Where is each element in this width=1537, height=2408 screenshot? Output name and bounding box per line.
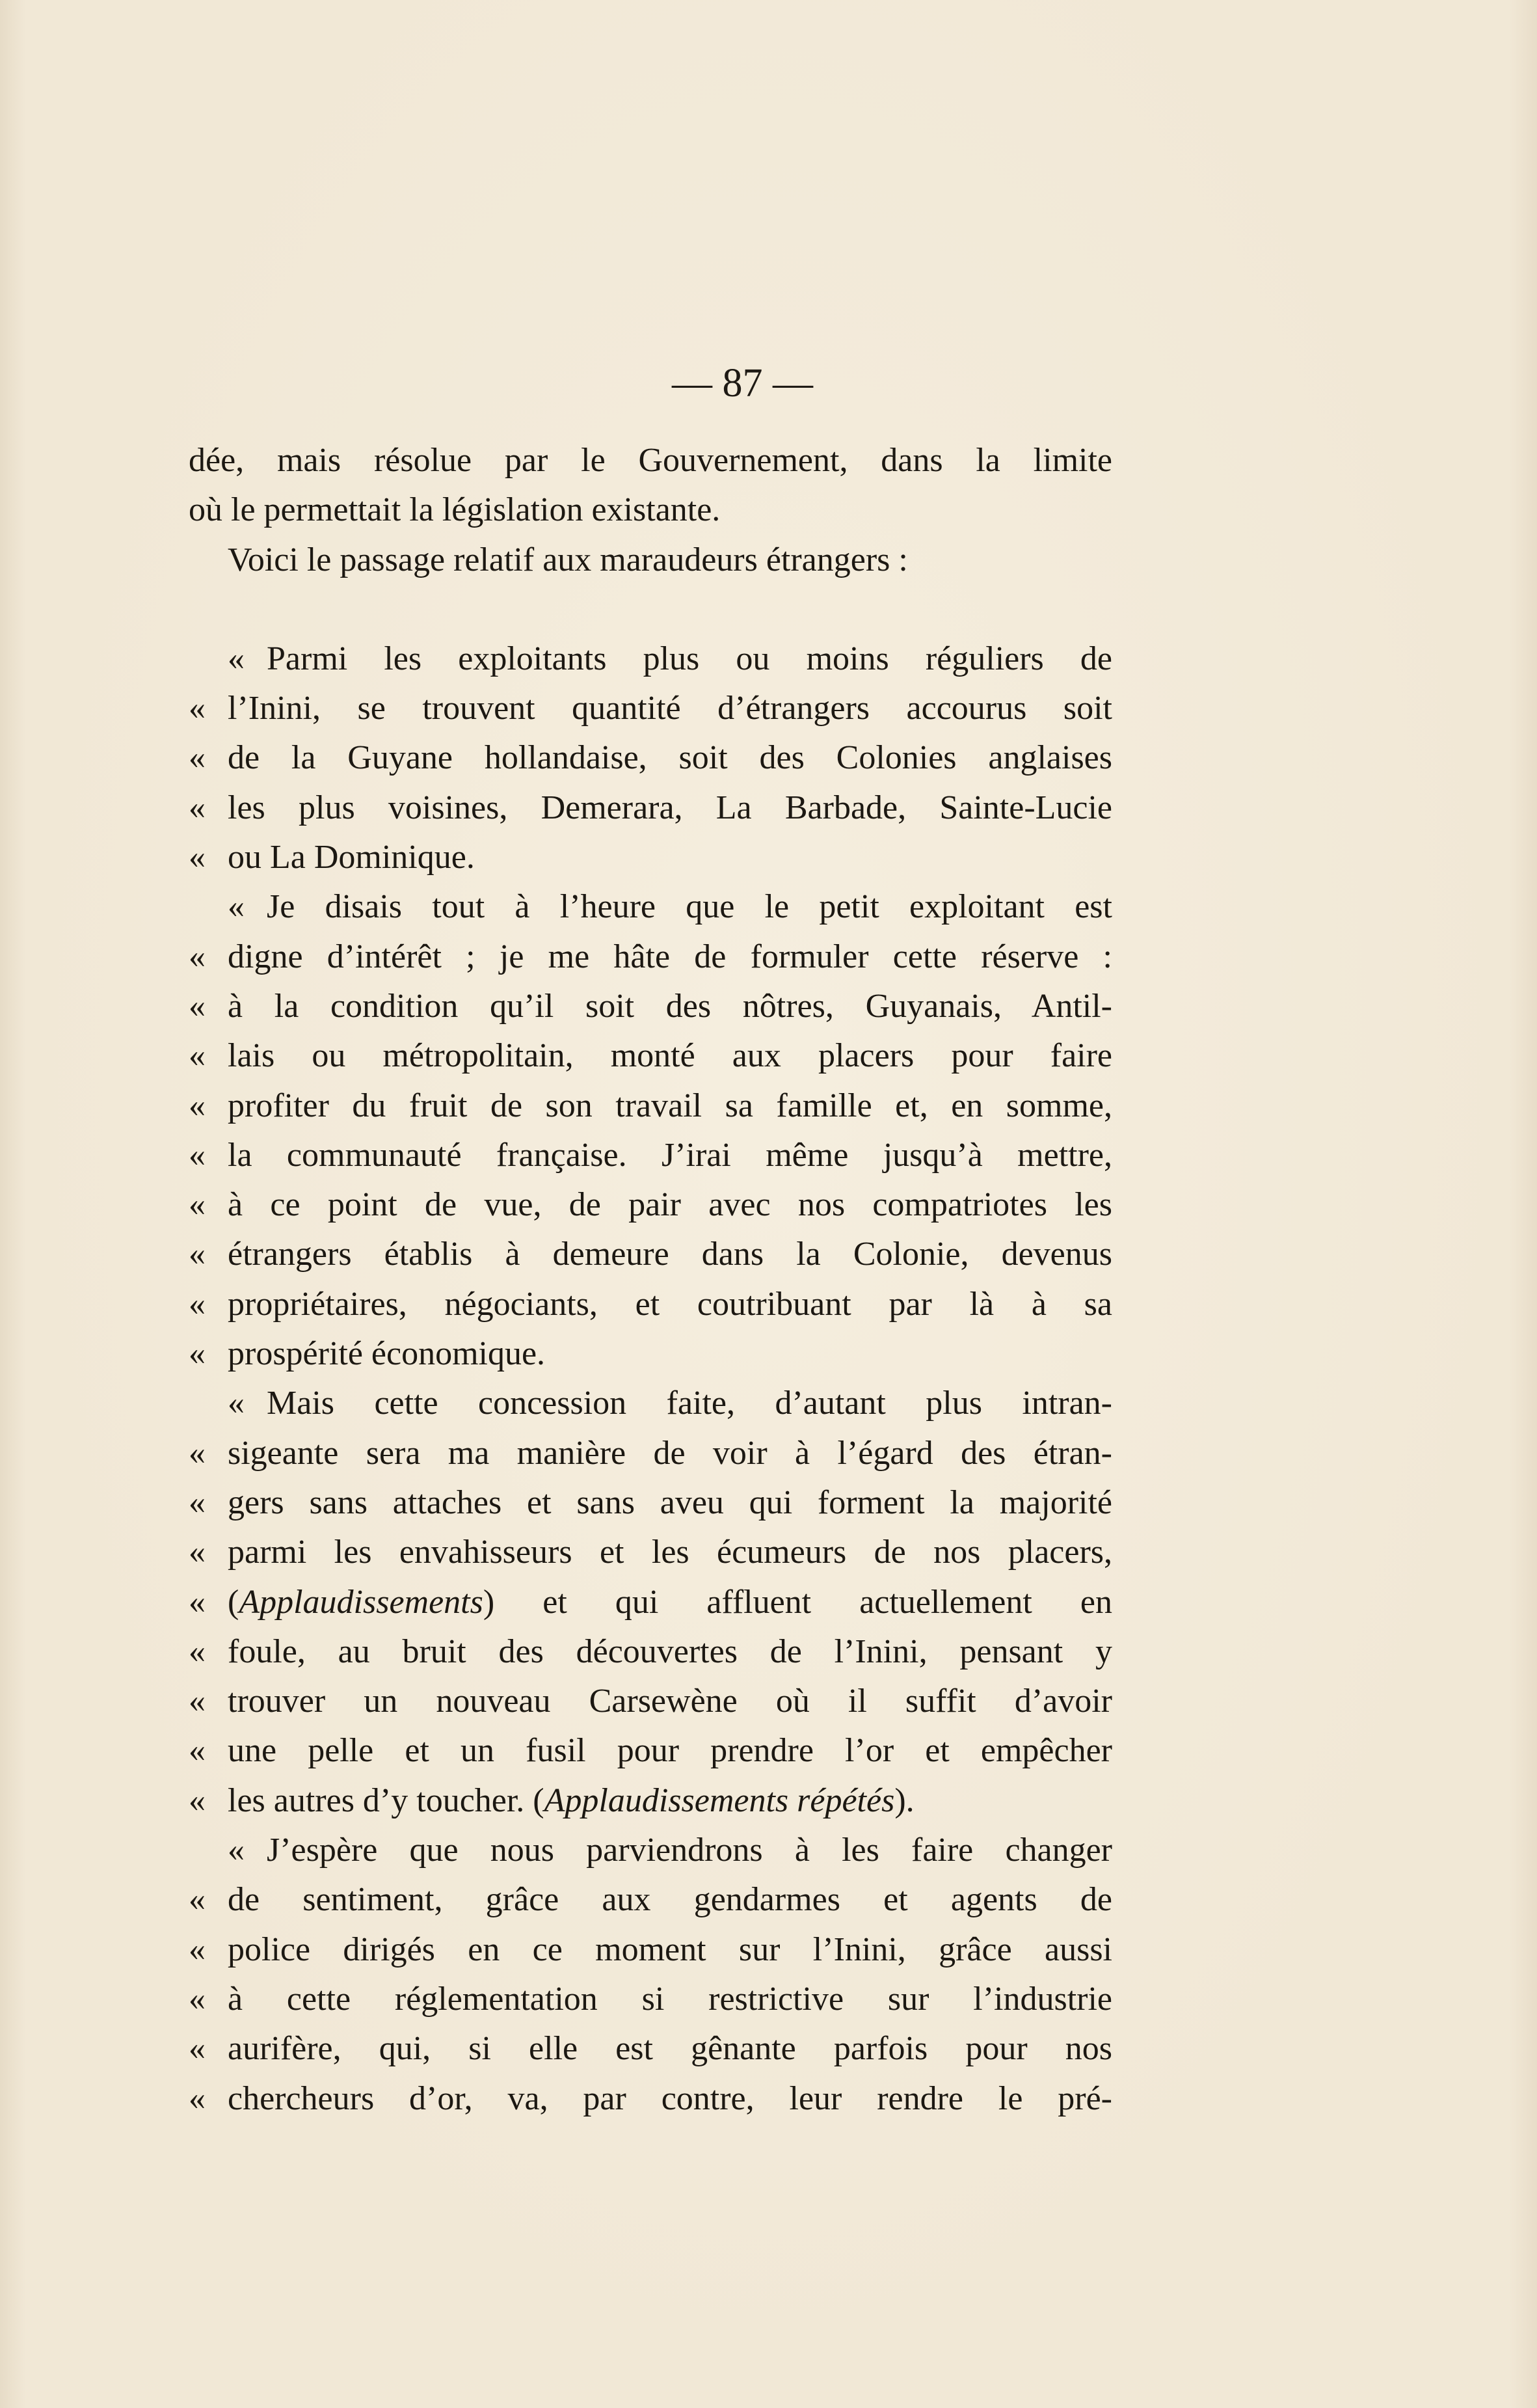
text-line <box>189 982 1112 1031</box>
quote-mark: « <box>189 987 206 1025</box>
text-line <box>189 1726 1112 1776</box>
text-line <box>189 485 1112 535</box>
text-line <box>189 733 1112 783</box>
line-text: J’espère que nous parviendrons à les faire changer <box>267 1832 1112 1869</box>
line-text: ou La Dominique. <box>228 839 475 876</box>
text-line <box>189 1528 1112 1577</box>
quote-mark: « <box>189 1732 206 1770</box>
line-text: parmi les envahisseurs et les écumeurs de nos placers, <box>228 1534 1112 1571</box>
line-text-segment: ). <box>894 1781 915 1819</box>
text-line <box>189 2024 1112 2074</box>
text-line <box>189 1131 1112 1180</box>
text-line <box>189 1925 1112 1975</box>
line-text: aurifère, qui, si elle est gênante parfois pour nos <box>228 2030 1112 2068</box>
text-line <box>189 1627 1112 1677</box>
quote-mark: « <box>189 1434 206 1472</box>
line-text: chercheurs d’or, va, par contre, leur rendre le pré- <box>228 2079 1112 2117</box>
quote-mark: « <box>189 1037 206 1075</box>
line-text: Voici le passage relatif aux maraudeurs étrangers : <box>228 541 908 578</box>
text-line <box>189 2074 1112 2124</box>
italic-annotation: Applaudissements <box>239 1583 483 1621</box>
text-line <box>189 535 1112 585</box>
quote-mark: « <box>189 1335 206 1373</box>
quote-mark: « <box>189 1087 206 1124</box>
quote-mark: « <box>228 888 245 926</box>
text-line <box>189 1280 1112 1329</box>
text-line <box>189 783 1112 833</box>
line-text <box>228 1776 1112 1826</box>
quote-mark: « <box>189 1632 206 1670</box>
line-text-segment: ) et qui affluent actuellement en <box>483 1583 1112 1621</box>
text-line <box>189 684 1112 733</box>
text-line <box>189 1031 1112 1081</box>
quote-mark: « <box>189 2079 206 2117</box>
quote-mark: « <box>189 1483 206 1521</box>
text-line <box>189 1478 1112 1528</box>
quote-mark: « <box>189 839 206 876</box>
text-line <box>189 1875 1112 1925</box>
quote-mark: « <box>189 1534 206 1571</box>
line-text: Mais cette concession faite, d’autant plus intran- <box>267 1385 1112 1422</box>
line-text: gers sans attaches et sans aveu qui forment la majorité <box>228 1483 1112 1521</box>
line-text: police dirigés en ce moment sur l’Inini, grâce aussi <box>228 1930 1112 1968</box>
text-line <box>189 882 1112 932</box>
quote-mark: « <box>228 1832 245 1869</box>
line-text: la communauté française. J’irai même jusqu’à mettre, <box>228 1136 1112 1174</box>
quote-mark: « <box>189 1583 206 1621</box>
line-text: profiter du fruit de son travail sa famille et, en somme, <box>228 1087 1112 1124</box>
quote-mark: « <box>189 1781 206 1819</box>
quote-mark: « <box>189 938 206 975</box>
line-text: étrangers établis à demeure dans la Colonie, devenus <box>228 1236 1112 1273</box>
quote-mark: « <box>189 1285 206 1323</box>
text-line <box>189 1776 1112 1826</box>
quote-mark: « <box>189 1136 206 1174</box>
quote-mark: « <box>189 739 206 777</box>
line-text: dée, mais résolue par le Gouvernement, dans la limite <box>189 442 1112 479</box>
text-line <box>189 1081 1112 1131</box>
text-line <box>189 1180 1112 1230</box>
quote-mark: « <box>228 1385 245 1422</box>
line-text-segment: ( <box>228 1583 239 1621</box>
text-line <box>189 1379 1112 1428</box>
text-line <box>189 1429 1112 1478</box>
text-line <box>189 1975 1112 2024</box>
line-text <box>228 1578 1112 1627</box>
line-text: propriétaires, négociants, et coutribuant par là à sa <box>228 1285 1112 1323</box>
text-line <box>189 833 1112 882</box>
line-text: Parmi les exploitants plus ou moins réguliers de <box>267 640 1112 677</box>
line-text: trouver un nouveau Carsewène où il suffit d’avoir <box>228 1683 1112 1720</box>
page-number: — 87 — <box>672 361 813 405</box>
quote-mark: « <box>189 1236 206 1273</box>
quote-mark: « <box>189 1980 206 2018</box>
text-line <box>189 1677 1112 1726</box>
italic-annotation: Applaudissements répétés <box>544 1781 895 1819</box>
line-text: à ce point de vue, de pair avec nos compatriotes les <box>228 1186 1112 1224</box>
line-text-segment: les autres d’y toucher. ( <box>228 1781 544 1819</box>
quote-mark: « <box>189 1186 206 1224</box>
text-line <box>189 1578 1112 1627</box>
text-line <box>189 1329 1112 1379</box>
line-text: Je disais tout à l’heure que le petit exploitant est <box>267 888 1112 926</box>
line-text: de sentiment, grâce aux gendarmes et agents de <box>228 1881 1112 1919</box>
body-text-block <box>189 436 1112 2124</box>
text-line <box>189 634 1112 684</box>
quote-mark: « <box>189 789 206 826</box>
line-text: de la Guyane hollandaise, soit des Colonies anglaises <box>228 739 1112 777</box>
quote-mark: « <box>228 640 245 677</box>
line-text: à cette réglementation si restrictive sur l’industrie <box>228 1980 1112 2018</box>
line-text: les plus voisines, Demerara, La Barbade, Sainte-Lucie <box>228 789 1112 826</box>
text-line <box>189 1826 1112 1875</box>
text-line <box>189 932 1112 982</box>
line-text: prospérité économique. <box>228 1335 546 1373</box>
text-line <box>189 1230 1112 1279</box>
quote-mark: « <box>189 1881 206 1919</box>
line-text: lais ou métropolitain, monté aux placers pour faire <box>228 1037 1112 1075</box>
line-text: digne d’intérêt ; je me hâte de formuler cette réserve : <box>228 938 1112 975</box>
quote-mark: « <box>189 1683 206 1720</box>
text-line <box>189 436 1112 485</box>
line-text: l’Inini, se trouvent quantité d’étrangers accourus soit <box>228 690 1112 727</box>
quote-mark: « <box>189 2030 206 2068</box>
line-text: sigeante sera ma manière de voir à l’égard des étran- <box>228 1434 1112 1472</box>
line-text: foule, au bruit des découvertes de l’Inini, pensant y <box>228 1632 1112 1670</box>
quote-mark: « <box>189 1930 206 1968</box>
line-text: une pelle et un fusil pour prendre l’or et empêcher <box>228 1732 1112 1770</box>
line-text: où le permettait la législation existante. <box>189 491 721 529</box>
line-text: à la condition qu’il soit des nôtres, Guyanais, Antil- <box>228 987 1112 1025</box>
quote-mark: « <box>189 690 206 727</box>
